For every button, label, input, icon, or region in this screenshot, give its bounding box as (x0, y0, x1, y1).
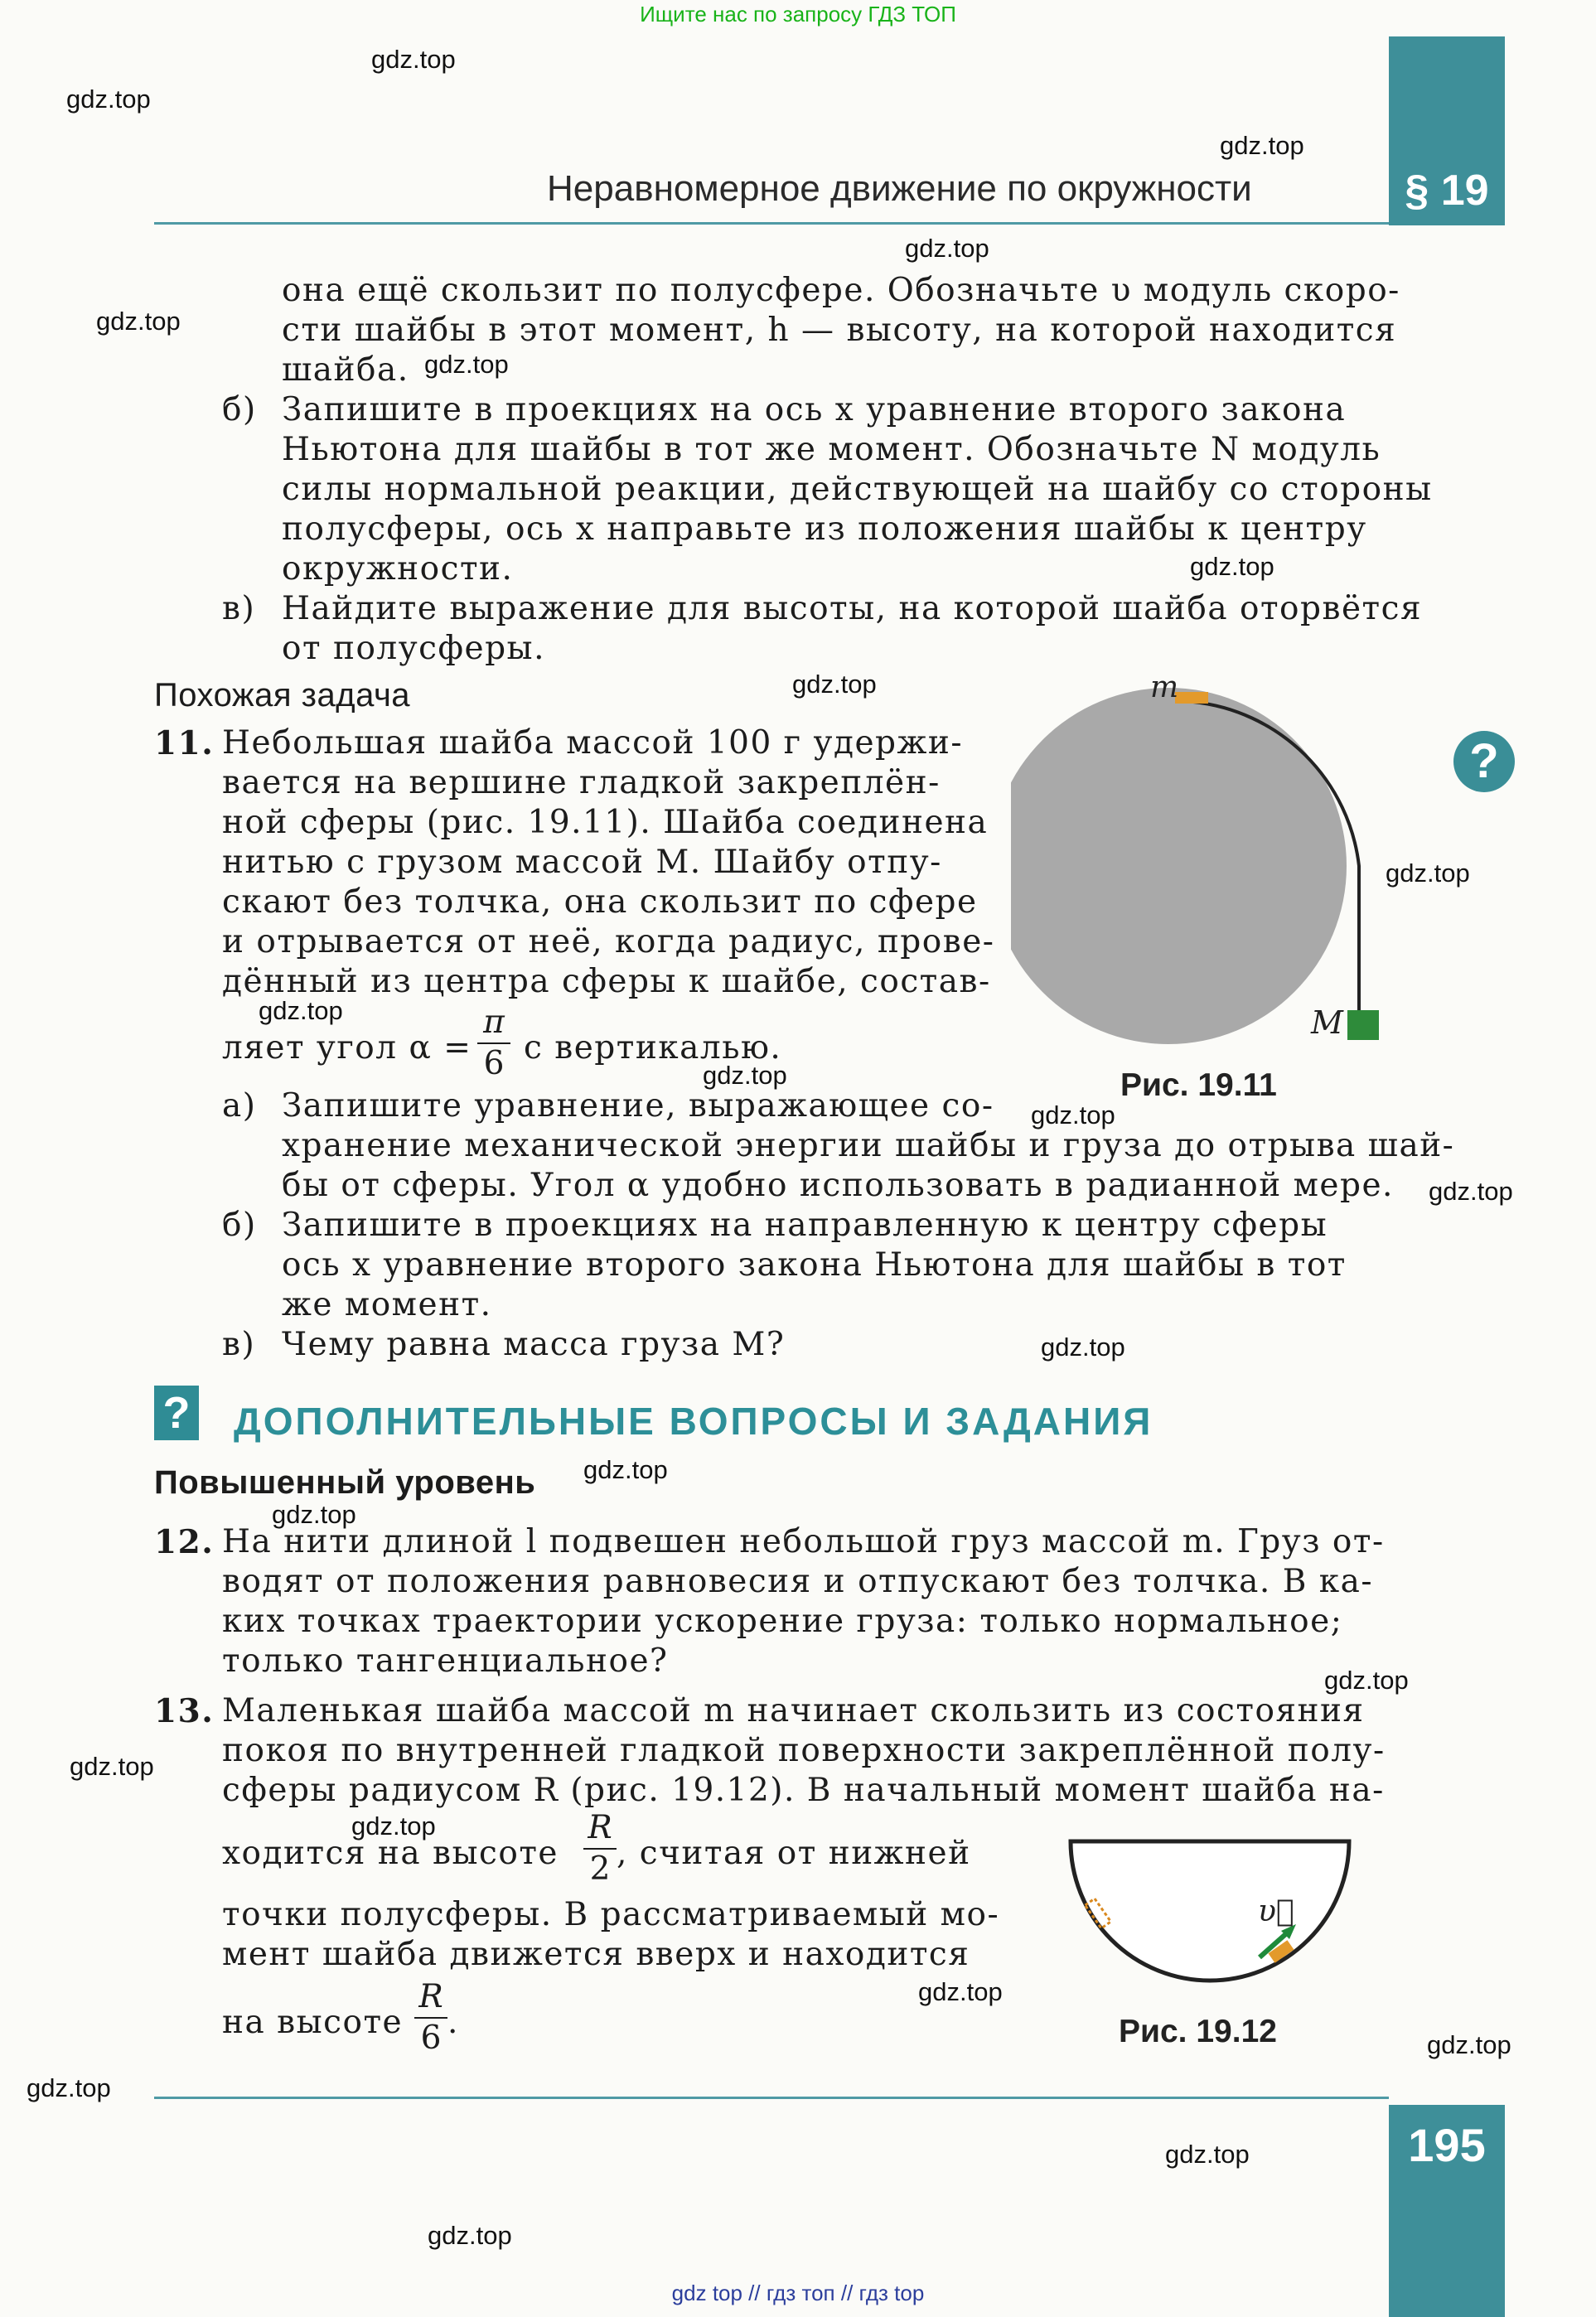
text-line: ких точках траектории ускорение груза: только нормальное; (222, 1603, 1343, 1640)
text-line: сти шайбы в этот момент, h — высоту, на которой находится (282, 312, 1397, 349)
text-line: бы от сферы. Угол α удобно использовать в радианной мере. (282, 1167, 1394, 1204)
fraction-bar (414, 2017, 447, 2019)
text-line: Небольшая шайба массой 100 г удержи- (222, 724, 964, 762)
fraction-denominator: 6 (420, 2020, 442, 2057)
hemisphere-bowl (1071, 1841, 1349, 1981)
watermark: gdz.top (66, 85, 151, 114)
problem-number-13: 13. (154, 1692, 215, 1730)
watermark: gdz.top (1190, 552, 1274, 581)
text-line: силы нормальной реакции, действующей на шайбу со стороны (282, 471, 1433, 508)
figure-19-12-caption: Рис. 19.12 (1119, 2014, 1277, 2049)
item-marker: в) (222, 1326, 256, 1363)
figure-19-11-caption: Рис. 19.11 (1120, 1067, 1277, 1103)
page-number: 195 (1408, 2119, 1486, 2171)
height1-fraction (583, 1810, 617, 1888)
text-line: Запишите в проекциях на ось x уравнение второго закона (282, 391, 1347, 428)
watermark: gdz.top (583, 1455, 668, 1484)
height2-fraction (414, 1979, 447, 2057)
text-line: ной сферы (рис. 19.11). Шайба соединена (222, 804, 989, 841)
text-line: же момент. (282, 1286, 492, 1323)
text-line: Чему равна масса груза M? (282, 1326, 786, 1363)
extra-section-icon: ? (154, 1386, 199, 1440)
label-M: M (1311, 1004, 1343, 1041)
puck (1175, 692, 1208, 704)
watermark: gdz.top (272, 1500, 356, 1529)
watermark: gdz.top (792, 670, 877, 699)
height2-prefix: на высоте (222, 2004, 404, 2041)
sphere (1011, 688, 1347, 1044)
text-line: шайба. (282, 351, 409, 389)
text-line: окружности. (282, 550, 514, 588)
text-line: Запишите в проекциях на направленную к центру сферы (282, 1207, 1328, 1244)
angle-suffix: с вертикалью. (524, 1029, 782, 1067)
figure-19-11 (1011, 675, 1409, 1057)
fraction-bar (477, 1042, 510, 1044)
watermark: gdz.top (905, 234, 989, 263)
text-line: она ещё скользит по полусфере. Обозначьте υ модуль скоро- (282, 272, 1400, 309)
watermark: gdz.top (27, 2073, 111, 2102)
text-line: Запишите уравнение, выражающее со- (282, 1087, 994, 1125)
top-banner[interactable]: Ищите нас по запросу ГДЗ ТОП (640, 2, 956, 27)
similar-problem-heading: Похожая задача (154, 677, 411, 713)
text-line: и отрывается от неё, когда радиус, прове- (222, 923, 995, 960)
text-line: ось x уравнение второго закона Ньютона для шайбы в тот (282, 1246, 1347, 1284)
help-question-icon: ? (1453, 731, 1515, 792)
watermark: gdz.top (703, 1061, 787, 1090)
header-rule (154, 222, 1389, 225)
watermark: gdz.top (1031, 1100, 1115, 1129)
watermark: gdz.top (1220, 131, 1304, 160)
watermark: gdz.top (351, 1812, 436, 1841)
watermark: gdz.top (1324, 1666, 1409, 1695)
height1-prefix: ходится на высоте (222, 1835, 559, 1872)
watermark: gdz.top (1429, 1177, 1513, 1206)
watermark: gdz.top (918, 1977, 1003, 2006)
fraction-denominator: 2 (589, 1850, 611, 1888)
height1-suffix: , считая от нижней (617, 1835, 971, 1872)
fraction-numerator: R (588, 1809, 612, 1846)
watermark: gdz.top (1386, 859, 1470, 888)
text-line: Маленькая шайба массой m начинает скользить из состояния (222, 1692, 1365, 1729)
text-line: Найдите выражение для высоты, на которой шайба оторвётся (282, 590, 1423, 627)
text-line: На нити длиной l подвешен небольшой груз массой m. Груз от- (222, 1523, 1385, 1560)
text-line: нитью с грузом массой M. Шайбу отпу- (222, 844, 942, 881)
watermark: gdz.top (1165, 2140, 1250, 2169)
problem-number-12: 12. (154, 1523, 215, 1561)
angle-prefix: ляет угол α = (222, 1029, 472, 1067)
item-marker: б) (222, 391, 257, 428)
watermark: gdz.top (96, 307, 181, 336)
text-line: водят от положения равновесия и отпускают без толчка. В ка- (222, 1563, 1374, 1600)
label-m: m (1150, 675, 1179, 704)
label-velocity: υ⃗ (1258, 1894, 1294, 1928)
watermark: gdz.top (1041, 1333, 1125, 1362)
height2-suffix: . (447, 2004, 459, 2041)
difficulty-level: Повышенный уровень (154, 1464, 536, 1501)
extra-section-title: ДОПОЛНИТЕЛЬНЫЕ ВОПРОСЫ И ЗАДАНИЯ (234, 1400, 1153, 1443)
watermark: gdz.top (70, 1752, 154, 1781)
text-line: вается на вершине гладкой закреплён- (222, 764, 941, 801)
item-marker: в) (222, 590, 256, 627)
text-line: хранение механической энергии шайбы и груза до отрыва шай- (282, 1127, 1455, 1164)
section-number: § 19 (1405, 167, 1489, 215)
item-marker: а) (222, 1087, 257, 1125)
watermark: gdz.top (259, 996, 343, 1025)
fraction-numerator: R (418, 1978, 443, 2015)
text-line: точки полусферы. В рассматриваемый мо- (222, 1896, 1000, 1933)
text-line: дённый из центра сферы к шайбе, состав- (222, 963, 991, 1000)
problem-number-11: 11. (154, 724, 215, 762)
page-header-title: Неравномерное движение по окружности (547, 168, 1252, 209)
text-line: от полусферы. (282, 630, 545, 667)
text-line: мент шайба движется вверх и находится (222, 1936, 970, 1973)
hanging-block (1347, 1010, 1379, 1040)
angle-fraction (477, 1004, 510, 1082)
watermark: gdz.top (1427, 2030, 1511, 2059)
figure-19-12 (1061, 1823, 1359, 1997)
watermark: gdz.top (371, 45, 456, 74)
item-marker: б) (222, 1207, 257, 1244)
fraction-denominator: 6 (483, 1045, 505, 1082)
fraction-bar (583, 1848, 617, 1850)
text-line: скают без толчка, она скользит по сфере (222, 883, 978, 921)
text-line: Ньютона для шайбы в тот же момент. Обозначьте N модуль (282, 431, 1381, 468)
bottom-banner[interactable]: gdz top // гдз топ // гдз top (671, 2281, 925, 2305)
text-line: полусферы, ось x направьте из положения шайбы к центру (282, 510, 1367, 548)
watermark: gdz.top (424, 350, 509, 379)
watermark: gdz.top (428, 2221, 512, 2250)
text-line: покоя по внутренней гладкой поверхности закреплённой полу- (222, 1732, 1386, 1769)
text-line: только тангенциальное? (222, 1642, 669, 1680)
text-line: сферы радиусом R (рис. 19.12). В начальный момент шайба на- (222, 1772, 1385, 1809)
footer-rule (154, 2097, 1389, 2099)
fraction-numerator: π (483, 1004, 505, 1041)
